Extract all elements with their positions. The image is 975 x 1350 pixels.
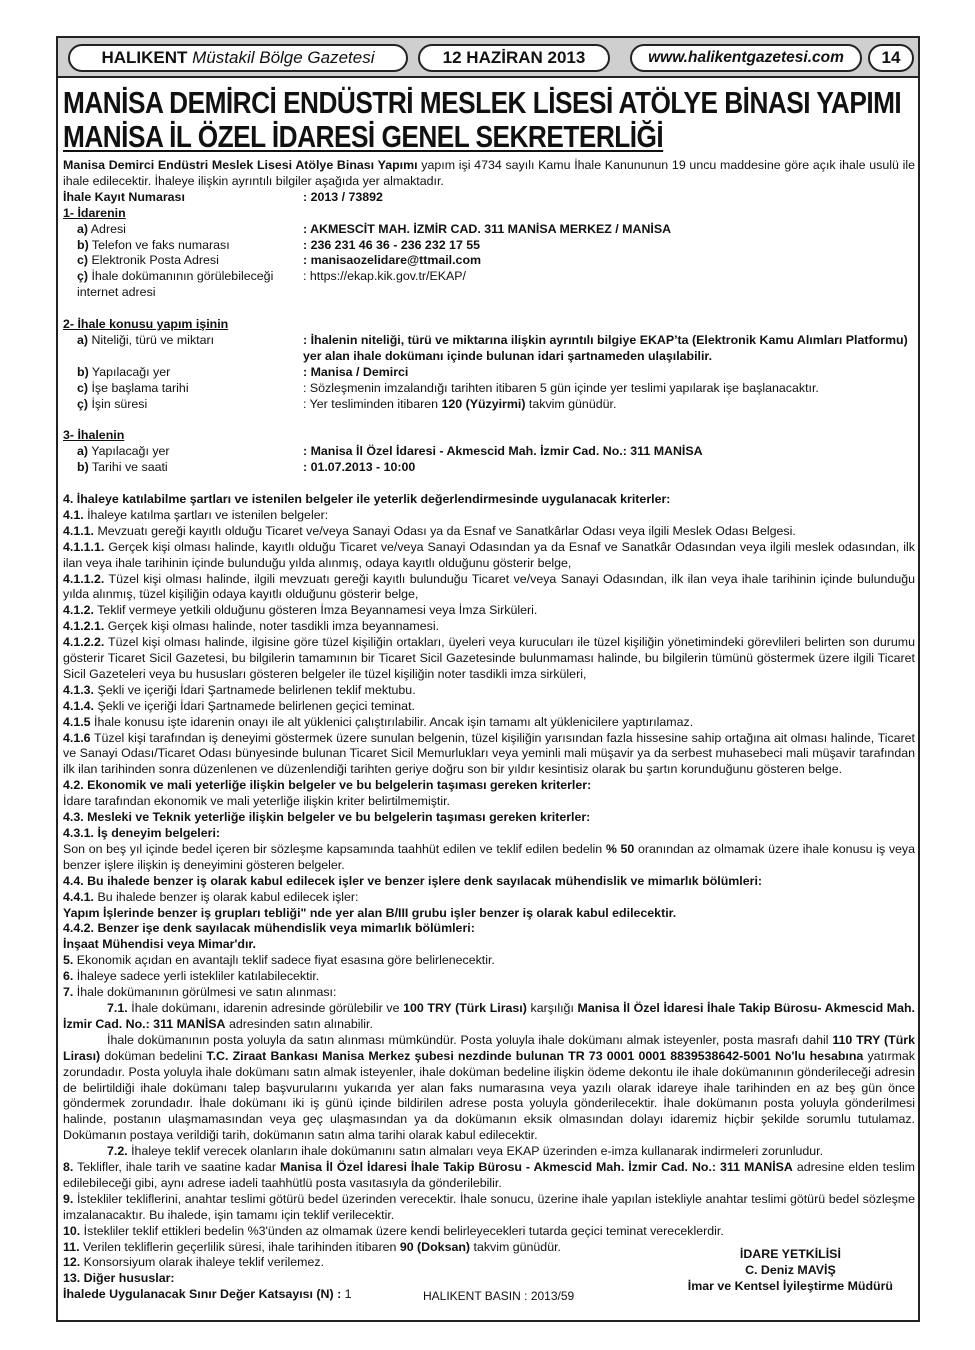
s7-2: 7.2. İhaleye teklif verecek olanların ihale dokümanını satın almaları veya EKAP üzerinden e-imza kullanarak indirmeleri zorunludur. [107,1144,824,1159]
s4-3-heading: 4.3. Mesleki ve Teknik yeterliğe ilişkin belgeler ve bu belgelerin taşıması gereken kriterler: [63,810,591,825]
signatory-title: İDARE YETKİLİSİ [739,1247,841,1262]
website-link[interactable]: www.halikentgazetesi.com [630,44,862,72]
s7: 7. İhale dokümanının görülmesi ve satın alınması: [63,985,337,1000]
s1-row-a: a) Adresi : AKMESCİT MAH. İZMİR CAD. 311 MANİSA MERKEZ / MANİSA [77,221,672,236]
s4-1-4: 4.1.4. Şekli ve içeriği İdari Şartnamede belirlenen geçici teminat. [63,698,415,713]
s1-row-c: c) Elektronik Posta Adresi : manisaozelidare@ttmail.com [63,253,915,269]
press-code: HALIKENT BASIN : 2013/59 [423,1289,575,1304]
s3-row-a: a) Yapılacağı yer : Manisa İl Özel İdaresi - Akmescid Mah. İzmir Cad. No.: 311 MANİSA [77,444,703,459]
signatory-role: İmar ve Kentsel İyileştirme Müdürü [687,1279,893,1294]
section-3-heading: 3- İhalenin [63,428,125,443]
katsayi: İhalede Uygulanacak Sınır Değer Katsayısı (N) : 1 [63,1287,352,1302]
s4-1-3: 4.1.3. Şekli ve içeriği İdari Şartnamede belirlenen teklif mektubu. [63,682,416,697]
s9: 9. İstekliler tekliflerini, anahtar teslimi götürü bedel üzerinden verecektir. İhale sonucu, üzerine ihale yapılan istekliyle anahtar teslimi götürü bedel sözleşme imzalanacaktır. Bu ihalede, işin tamamı için teklif verilecektir. [63,1191,915,1222]
s2-row-d: ç) İşin süresi : Yer tesliminden itibaren 120 (Yüzyirmi) takvim günüdür. [77,396,617,411]
s4-1-1: 4.1.1. Mevzuatı gereği kayıtlı olduğu Ticaret ve/veya Sanayi Odası ya da Esnaf ve Sanatkârlar Odası veya ilgili Meslek Odası Belgesi. [63,523,796,538]
ekap-url: : https://ekap.kik.gov.tr/EKAP/ [303,269,466,284]
paper-name: HALIKENT Müstakil Bölge Gazetesi [68,44,408,72]
s4-1-6: 4.1.6 Tüzel kişi tarafından iş deneyimi göstermek üzere sunulan belgenin, tüzel kişiliğin yarısından fazla hissesine sahip ortağına ait olması halinde, Ticaret ve Sanayi Odası/Ticaret Odası bünyesinde bulunan Ticaret Sicil Memurlukları veya yeminli mali müşavir ya da serbest muhasebeci mali müşavir tarafından ilk ilan tarihinden sonra düzenlenen ve düzenlendiği tarihten geriye doğru son bir yıldır kesintisiz olarak bu şartın korunduğunu gösteren belge. [63,730,915,777]
s4-2-heading: 4.2. Ekonomik ve mali yeterliğe ilişkin belgeler ve bu belgelerin taşıması gereken kriterler: [63,778,592,793]
s8: 8. Teklifler, ihale tarih ve saatine kadar Manisa İl Özel İdaresi İhale Takip Bürosu - Akmescid Mah. İzmir Cad. No.: 311 MANİSA adresine elden teslim edilebileceği gibi, aynı adrese iadeli taahhütlü posta vasıtasıyla da gönderilebilir. [63,1160,916,1190]
s5: 5. Ekonomik açıdan en avantajlı teklif sadece fiyat esasına göre belirlenecektir. [63,953,495,968]
s4-heading: 4. İhaleye katılabilme şartları ve istenilen belgeler ile yeterlik değerlendirmesinde uygulanacak kriterler: [63,491,671,506]
s4-1: 4.1. İhaleye katılma şartları ve istenilen belgeler: [63,507,329,522]
section-1-heading: 1- İdarenin [63,205,126,220]
s4-1-2-1: 4.1.2.1. Gerçek kişi olması halinde, noter tasdikli imza beyannamesi. [63,619,440,634]
s2-row-b: b) Yapılacağı yer : Manisa / Demirci [77,364,409,379]
intro-paragraph: Manisa Demirci Endüstri Meslek Lisesi Atölye Binası Yapımı yapım işi 4734 sayılı Kamu İhale Kanununun 19 uncu maddesine göre açık ihale usulü ile ihale edilecektir. İhaleye ilişkin ayrıntılı bilgiler aşağıda yer almaktadır. [63,158,915,188]
title-line-1: MANİSA DEMİRCİ ENDÜSTRİ MESLEK LİSESİ ATÖLYE BİNASI YAPIMI [63,86,902,120]
article [63,86,915,1303]
s3-row-b: b) Tarihi ve saati : 01.07.2013 - 10:00 [77,460,416,475]
s4-3-1-text: Son on beş yıl içinde bedel içeren bir sözleşme kapsamında taahhüt edilen ve teklif edilen bedelin % 50 oranından az olmamak üzere ihale konusu iş veya benzer işlere ilişkin iş deneyimini gösteren belgeler. [63,841,915,872]
signature-block [688,1247,893,1295]
s7-1: 7.1. İhale dokümanı, idarenin adresinde görülebilir ve 100 TRY (Türk Lirası) karşılığı Manisa İl Özel İdaresi İhale Takip Bürosu- Akmescid Mah. İzmir Cad. No.: 311 MANİSA adresinden satın alınabilir. [63,1000,916,1031]
s4-4-1: 4.4.1. Bu ihalede benzer iş olarak kabul edilecek işler: [63,889,359,904]
s4-1-5: 4.1.5 İhale konusu işte idarenin onayı ile alt yüklenici çalıştırılabilir. Ancak işin tamamı alt yüklenicilere yaptırılamaz. [63,714,694,729]
s2-row-a: a) Niteliği, türü ve miktarı : İhalenin niteliği, türü ve miktarına ilişkin ayrıntılı bilgiye EKAP’ta (Elektronik Kamu Alımları Platformu) yer alan ihale dokümanı içinde bulunan idari şartnameden ulaşılabilir. [77,332,908,363]
issue-date: 12 HAZİRAN 2013 [418,44,610,72]
section-2-heading: 2- İhale konusu yapım işinin [63,317,229,332]
s12: 12. Konsorsiyum olarak ihaleye teklif verilemez. [63,1255,325,1270]
s4-1-2: 4.1.2. Teklif vermeye yetkili olduğunu gösteren İmza Beyannamesi veya İmza Sirküleri. [63,603,538,618]
s1-row-d: ç) İhale dokümanının görülebileceği internet adresi : https://ekap.kik.gov.tr/EKAP/ [63,269,915,301]
s2-row-c: c) İşe başlama tarihi : Sözleşmenin imzalandığı tarihten itibaren 5 gün içinde yer teslimi yapılarak işe başlanacaktır. [77,380,819,395]
s4-3-1-heading: 4.3.1. İş deneyim belgeleri: [63,826,221,841]
email-address: : manisaozelidare@ttmail.com [303,253,482,268]
s10: 10. İstekliler teklif ettikleri bedelin %3'ünden az olmamak üzere kendi belirleyecekleri tutarda geçici teminat vereceklerdir. [63,1223,724,1238]
page-number: 14 [868,44,914,72]
masthead [58,38,918,78]
s11: 11. Verilen tekliflerin geçerlilik süresi, ihale tarihinden itibaren 90 (Doksan) takvim günüdür. [63,1239,561,1254]
s1-row-b: b) Telefon ve faks numarası : 236 231 46 36 - 236 232 17 55 [77,237,481,252]
s4-1-1-1: 4.1.1.1. Gerçek kişi olması halinde, kayıtlı olduğu Ticaret ve/veya Sanayi Odasından ya da Esnaf ve Sanatkâr Odasından veya ilgili meslek odasından, ilk ilan veya ihale tarihinin içinde bulunduğu yılda alınmış, odaya kayıtlı olduğunu gösterir belge, [63,539,915,570]
s4-1-1-2: 4.1.1.2. Tüzel kişi olması halinde, ilgili mevzuatı gereği kayıtlı bulunduğu Ticaret ve/veya Sanayi Odasından, ilk ilan veya ihale tarihinin içinde bulunduğu yılda alınmış, tüzel kişiliğin odaya kayıtlı olduğunu gösterir belge, [63,571,915,602]
s6: 6. İhaleye sadece yerli istekliler katılabilecektir. [63,969,320,984]
s4-4-1-text: Yapım İşlerinde benzer iş grupları tebliği" nde yer alan B/III grubu işler benzer iş olarak kabul edilecektir. [63,905,677,920]
s4-4-2-text: İnşaat Mühendisi veya Mimar'dır. [63,937,256,952]
s4-4-2-heading: 4.4.2. Benzer işe denk sayılacak mühendislik veya mimarlık bölümleri: [63,921,475,936]
s7-1-post: İhale dokümanının posta yoluyla da satın alınması mümkündür. Posta yoluyla ihale dokümanı almak isteyenler, posta masrafı dahil 110 TRY (Türk Lirası) doküman bedelini T.C. Ziraat Bankası Manisa Merkez şubesi nezdinde bulunan TR 73 0001 0001 8839538642-5001 No'lu hesabına yatırmak zorundadır. Posta yoluyla ihale dokümanı satın almak isteyenler, ihale doküman bedeline ilişkin ödeme dekontu ile ihale dokümanının gönderileceği adresin de belirtildiği ihale dokümanı talep başvurularını yukarıda yer alan faks numarasına veya yazılı olarak idareye ihale tarihinden en az beş gün önce göndermek zorundadır. İhale dokümanı iki iş günü içinde bildirilen adrese posta yoluyla gönderilecektir. İhale dokümanın posta yoluyla gönderilmesi halinde, postanın ulaşmamasından veya geç ulaşmasından ya da dokümanın eksik olmasından dolayı idaremiz hiçbir şekilde sorumlu tutulamaz. Dokümanın postaya verildiği tarih, dokümanın satın alma tarihi olarak kabul edilecektir. [63,1032,915,1143]
s13: 13. Diğer hususlar: [63,1271,175,1286]
s4-2-text: İdare tarafından ekonomik ve mali yeterliğe ilişkin kriter belirtilmemiştir. [63,794,451,809]
page-frame [56,36,920,1322]
kayit-row: İhale Kayıt Numarası : 2013 / 73892 [63,189,383,204]
title-line-2: MANİSA İL ÖZEL İDARESİ GENEL SEKRETERLİĞİ [63,120,664,154]
s4-1-2-2: 4.1.2.2. Tüzel kişi olması halinde, ilgisine göre tüzel kişiliğin ortakları, üyeleri veya kurucuları ile tüzel kişiliğin yönetimindeki görevlileri belirten son durumu gösterir Ticaret Sicil Gazetesi, bu bilgilerin tamamının bir Ticaret Sicil Gazetesinde bulunmaması halinde, bu bilgilerin tümünü göstermek üzere ilgili Ticaret Sicil Gazeteleri veya bu hususları gösteren belgeler ile tüzel kişiliğin noter tasdikli imza sirküleri, [63,635,915,681]
s4-4-heading: 4.4. Bu ihalede benzer iş olarak kabul edilecek işler ve benzer işlere denk sayılacak mühendislik ve mimarlık bölümleri: [63,873,763,888]
signatory-name: C. Deniz MAVİŞ [745,1263,836,1278]
closing-block [63,1247,915,1304]
